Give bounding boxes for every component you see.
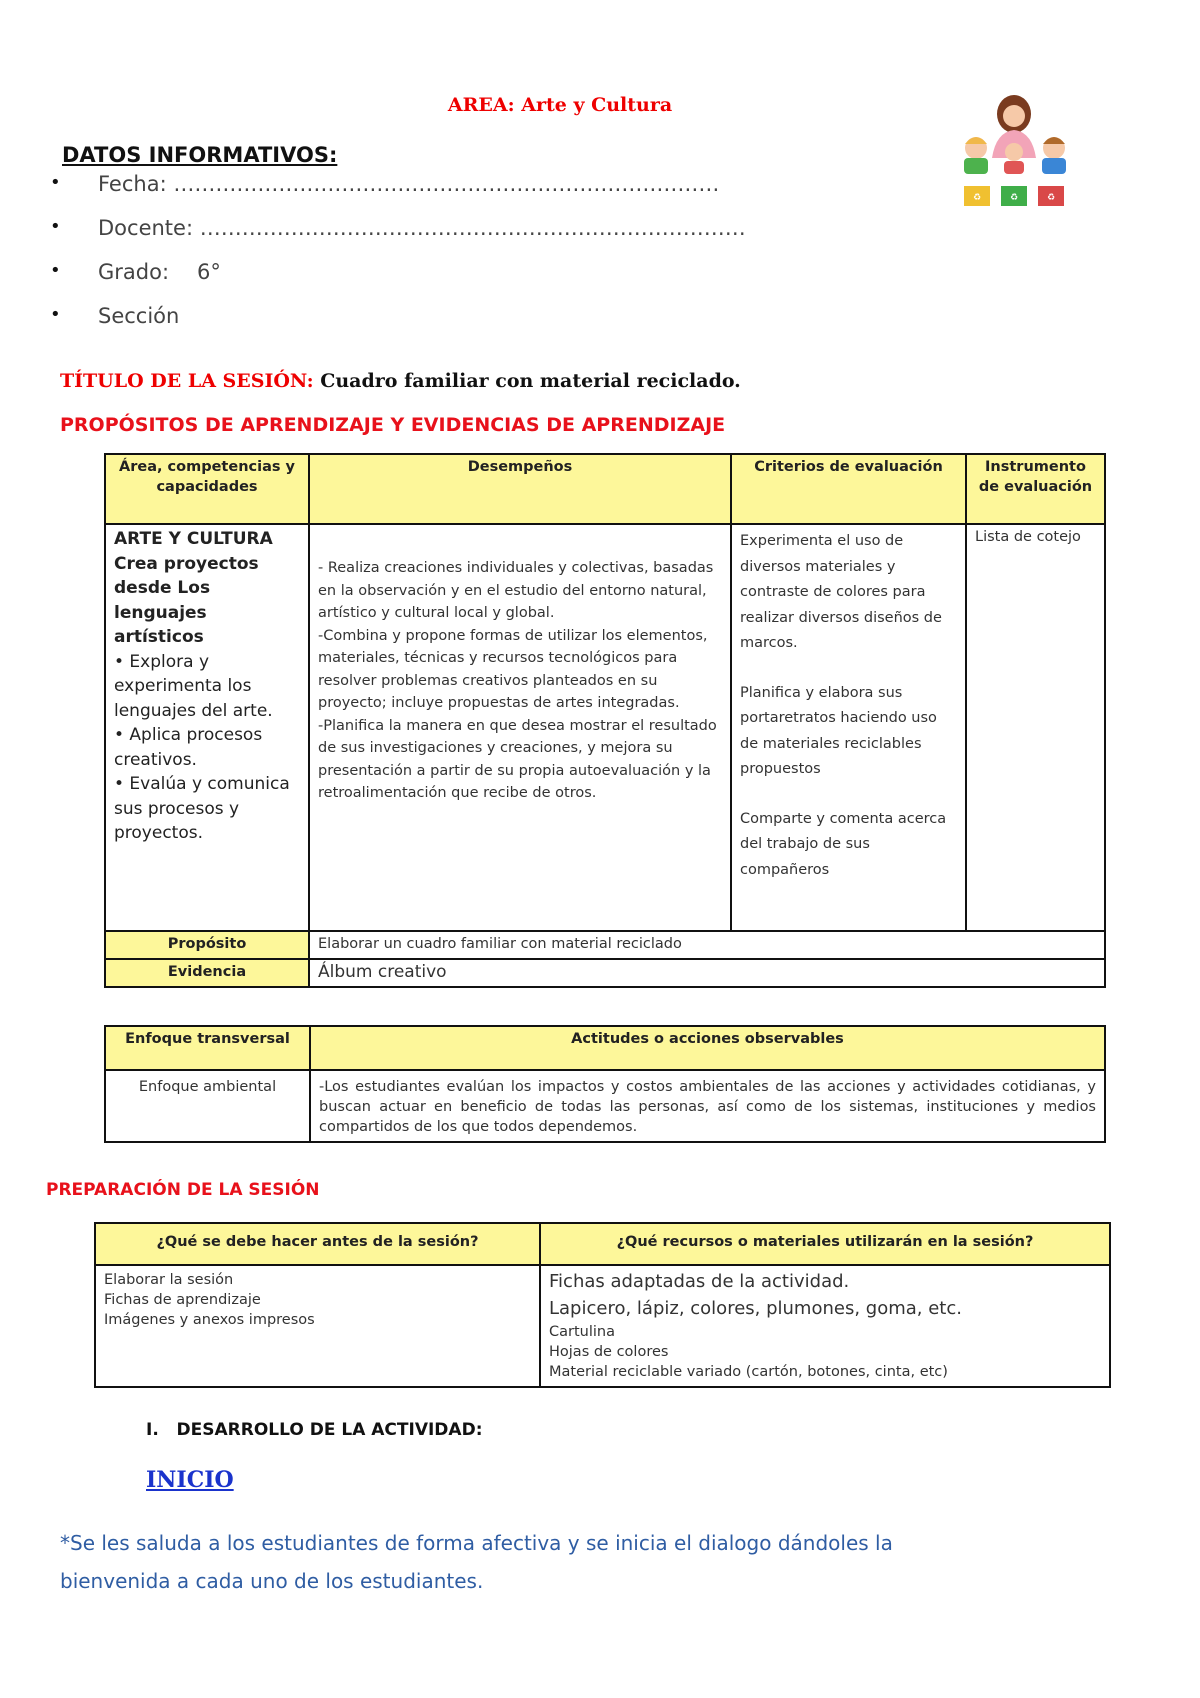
- criterio-item: Comparte y comenta acerca del trabajo de sus compañeros: [740, 810, 947, 878]
- area-cell: [105, 524, 309, 931]
- propositos-heading: PROPÓSITOS DE APRENDIZAJE Y EVIDENCIAS DE APRENDIZAJE: [60, 414, 726, 436]
- recurso-item: Hojas de colores: [549, 1344, 669, 1360]
- header-recursos: ¿Qué recursos o materiales utilizarán en la sesión?: [540, 1223, 1110, 1265]
- enfoque-cell: Enfoque ambiental: [105, 1070, 310, 1142]
- grado-label: Grado:: [98, 260, 170, 284]
- recurso-item: Fichas adaptadas de la actividad.: [549, 1271, 850, 1292]
- actitudes-cell: -Los estudiantes evalúan los impactos y costos ambientales de las acciones y actividades cotidianas, y buscan actuar en beneficio de todas las personas, así como de los sistemas, instituciones y medios compartidos de los que todos dependemos.: [310, 1070, 1105, 1142]
- desempenos-cell: [309, 524, 731, 931]
- desarrollo-heading: I. DESARROLLO DE LA ACTIVIDAD:: [146, 1420, 483, 1440]
- header-area: Área, competencias y capacidades: [105, 454, 309, 524]
- session-title-label: TÍTULO DE LA SESIÓN:: [60, 370, 314, 392]
- enfoque-table: [104, 1025, 1106, 1143]
- inicio-intro-text: *Se les saluda a los estudiantes de forma afectiva y se inicia el dialogo dándoles la bienvenida a cada uno de los estudiantes.: [60, 1531, 893, 1593]
- antes-cell: [95, 1265, 540, 1387]
- inicio-heading: INICIO: [146, 1467, 234, 1493]
- datos-item-fecha: [50, 172, 746, 216]
- docente-label: Docente: ……………………………………………………………………: [98, 216, 746, 240]
- seccion-label: Sección: [98, 304, 180, 328]
- fecha-label: Fecha: ……………………………………………………………………: [98, 172, 720, 196]
- recurso-item: Cartulina: [549, 1324, 615, 1340]
- datos-informativos-heading: DATOS INFORMATIVOS:: [62, 143, 338, 167]
- capacidad-item: • Evalúa y comunica sus procesos y proyectos.: [114, 774, 290, 843]
- svg-text:♻: ♻: [972, 193, 982, 203]
- desempeno-item: - Realiza creaciones individuales y colectivas, basadas en la observación y en el estudio del entorno natural, artístico y cultural local y global.: [318, 560, 714, 621]
- desempeno-item: -Planifica la manera en que desea mostrar el resultado de sus investigaciones y creaciones, y mejora su presentación a partir de su propia autoevaluación y la retroalimentación que recibe de otros.: [318, 717, 717, 801]
- header-desempenos: Desempeños: [309, 454, 731, 524]
- header-instrumento: Instrumento de evaluación: [966, 454, 1105, 524]
- bullet: •: [50, 260, 61, 281]
- teacher-children-recycling-illustration: [952, 92, 1076, 210]
- recursos-cell: [540, 1265, 1110, 1387]
- svg-text:♻: ♻: [1009, 193, 1019, 203]
- header-antes: ¿Qué se debe hacer antes de la sesión?: [95, 1223, 540, 1265]
- bullet: •: [50, 216, 61, 237]
- capacidad-item: • Aplica procesos creativos.: [114, 725, 263, 770]
- competencia: Crea proyectos desde Los lenguajes artísticos: [114, 553, 259, 647]
- criterio-item: Experimenta el uso de diversos materiales y contraste de colores para realizar diversos diseños de marcos.: [740, 533, 942, 651]
- proposito-label: Propósito: [105, 931, 309, 959]
- datos-informativos-list: [50, 172, 746, 348]
- criterios-cell: [731, 524, 966, 931]
- session-title: [60, 370, 741, 392]
- datos-item-seccion: [50, 304, 746, 348]
- area-title: AREA: Arte y Cultura: [447, 94, 673, 116]
- preparacion-heading: PREPARACIÓN DE LA SESIÓN: [46, 1180, 320, 1200]
- antes-item: Fichas de aprendizaje: [104, 1292, 261, 1308]
- spacer: [740, 783, 957, 807]
- header-enfoque: Enfoque transversal: [105, 1026, 310, 1070]
- bullet: •: [50, 304, 61, 325]
- recurso-item: Material reciclable variado (cartón, botones, cinta, etc): [549, 1364, 948, 1380]
- instrumento-cell: Lista de cotejo: [966, 524, 1105, 931]
- antes-item: Elaborar la sesión: [104, 1272, 234, 1288]
- antes-item: Imágenes y anexos impresos: [104, 1312, 315, 1328]
- evidencia-label: Evidencia: [105, 959, 309, 987]
- datos-item-grado: [50, 260, 746, 304]
- session-title-text: Cuadro familiar con material reciclado.: [320, 370, 741, 392]
- svg-text:♻: ♻: [1046, 193, 1056, 203]
- evidencia-text: Álbum creativo: [309, 959, 1105, 987]
- datos-item-docente: [50, 216, 746, 260]
- recurso-item: Lapicero, lápiz, colores, plumones, goma, etc.: [549, 1298, 962, 1319]
- grado-value: 6°: [197, 260, 221, 284]
- desempeno-item: -Combina y propone formas de utilizar los elementos, materiales, técnicas y recursos tecnológicos para resolver problemas creativos planteados en su proyecto; incluye propuestas de artes integradas.: [318, 627, 708, 711]
- bullet: •: [50, 172, 61, 193]
- header-actitudes: Actitudes o acciones observables: [310, 1026, 1105, 1070]
- header-criterios: Criterios de evaluación: [731, 454, 966, 524]
- proposito-text: Elaborar un cuadro familiar con material reciclado: [309, 931, 1105, 959]
- capacidad-item: • Explora y experimenta los lenguajes del arte.: [114, 651, 273, 721]
- area-name: ARTE Y CULTURA: [114, 529, 273, 549]
- criterio-item: Planifica y elabora sus portaretratos haciendo uso de materiales reciclables propuestos: [740, 684, 937, 777]
- propositos-table: [104, 453, 1106, 988]
- preparacion-table: [94, 1222, 1111, 1388]
- spacer: [740, 657, 957, 681]
